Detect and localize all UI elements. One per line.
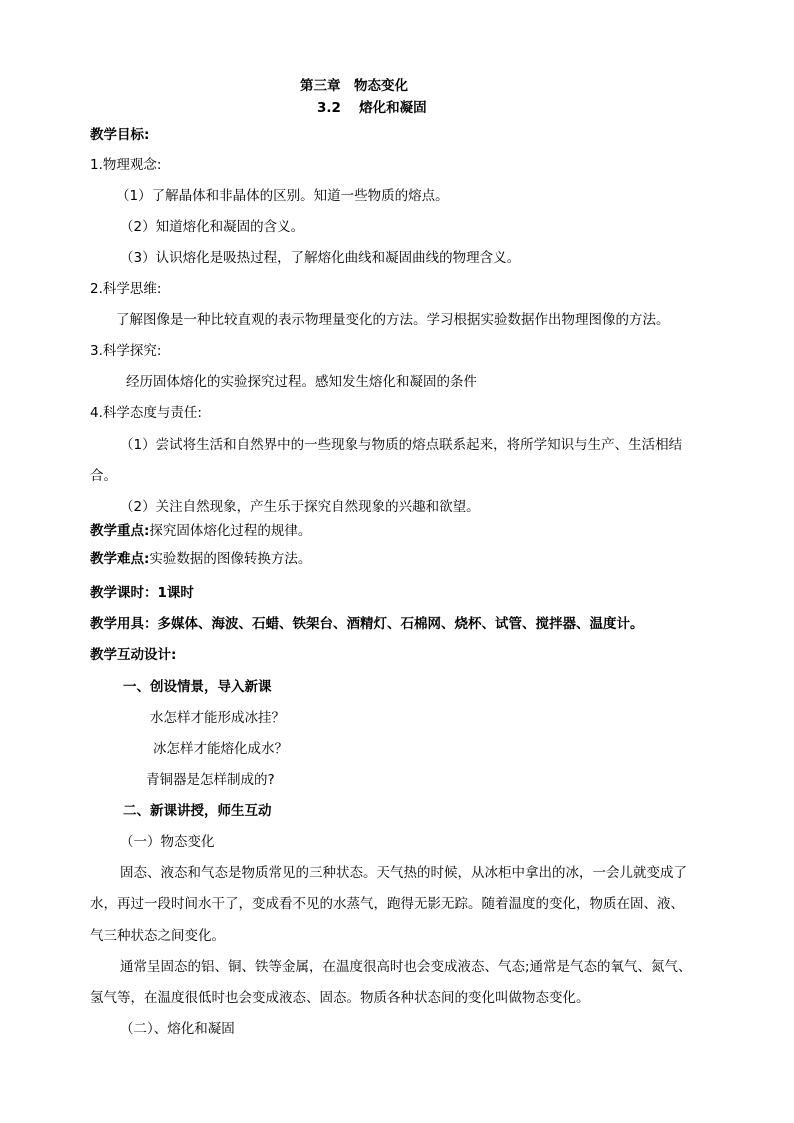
part2-sub2: （二）、熔化和凝固 bbox=[120, 1021, 235, 1037]
key-point-text: 探究固体熔化过程的规律。 bbox=[149, 523, 312, 539]
part1-question-1: 水怎样才能形成冰挂？ bbox=[150, 710, 285, 726]
concept-item-3: （3）认识熔化是吸热过程，了解熔化曲线和凝固曲线的物理含义。 bbox=[120, 250, 521, 266]
chapter-title: 第三章 物态变化 bbox=[300, 78, 408, 94]
part1-question-2: 冰怎样才能熔化成水？ bbox=[153, 741, 288, 757]
paragraph-1-line-1: 固态、液态和气态是物质常见的三种状态。天气热的时候，从冰柜中拿出的冰，一会儿就变成了 bbox=[120, 865, 687, 881]
attitude-heading: 4.科学态度与责任: bbox=[90, 405, 202, 421]
part1-heading: 一、创设情景，导入新课 bbox=[123, 679, 272, 695]
attitude-item-2: （2）关注自然现象，产生乐于探究自然现象的兴趣和欲望。 bbox=[120, 499, 480, 515]
concept-item-2: （2）知道熔化和凝固的含义。 bbox=[120, 219, 305, 235]
part2-sub1: （一）物态变化 bbox=[120, 834, 215, 850]
part1-question-3: 青铜器是怎样制成的? bbox=[146, 772, 275, 788]
difficulty-label: 教学难点: bbox=[90, 551, 150, 567]
paragraph-1-line-2: 水，再过一段时间水干了，变成看不见的水蒸气，跑得无影无踪。随着温度的变化，物质在固、液、 bbox=[90, 896, 684, 912]
difficulty bbox=[90, 550, 311, 568]
part2-heading: 二、新课讲授，师生互动 bbox=[123, 803, 272, 819]
concept-heading: 1.物理观念: bbox=[90, 157, 162, 173]
teaching-hours: 教学课时：1课时 bbox=[90, 585, 194, 601]
interaction-heading: 教学互动设计: bbox=[90, 647, 177, 663]
key-point-label: 教学重点: bbox=[90, 523, 150, 539]
paragraph-1-line-3: 气三种状态之间变化。 bbox=[90, 928, 225, 944]
teaching-tools: 教学用具：多媒体、海波、石蜡、铁架台、酒精灯、石棉网、烧杯、试管、搅拌器、温度计。 bbox=[90, 616, 644, 632]
attitude-item-1-line-2: 合。 bbox=[90, 468, 117, 484]
key-point bbox=[90, 522, 311, 540]
attitude-item-1-line-1: （1）尝试将生活和自然界中的一些现象与物质的熔点联系起来，将所学知识与生产、生活相结 bbox=[120, 437, 683, 453]
thinking-text: 了解图像是一种比较直观的表示物理量变化的方法。学习根据实验数据作出物理图像的方法。 bbox=[116, 312, 670, 328]
concept-item-1: （1）了解晶体和非晶体的区别。知道一些物质的熔点。 bbox=[116, 188, 449, 204]
difficulty-text: 实验数据的图像转换方法。 bbox=[149, 551, 312, 567]
section-title: 3.2 熔化和凝固 bbox=[317, 100, 427, 116]
paragraph-2-line-1: 通常呈固态的铝、铜、铁等金属，在温度很高时也会变成液态、气态;通常是气态的氧气、氮气、 bbox=[120, 959, 692, 975]
inquiry-text: 经历固体熔化的实验探究过程。感知发生熔化和凝固的条件 bbox=[126, 374, 477, 390]
objectives-heading: 教学目标: bbox=[90, 127, 150, 143]
paragraph-2-line-2: 氢气等，在温度很低时也会变成液态、固态。物质各种状态间的变化叫做物态变化。 bbox=[90, 990, 590, 1006]
thinking-heading: 2.科学思维: bbox=[90, 281, 162, 297]
inquiry-heading: 3.科学探究: bbox=[90, 343, 162, 359]
